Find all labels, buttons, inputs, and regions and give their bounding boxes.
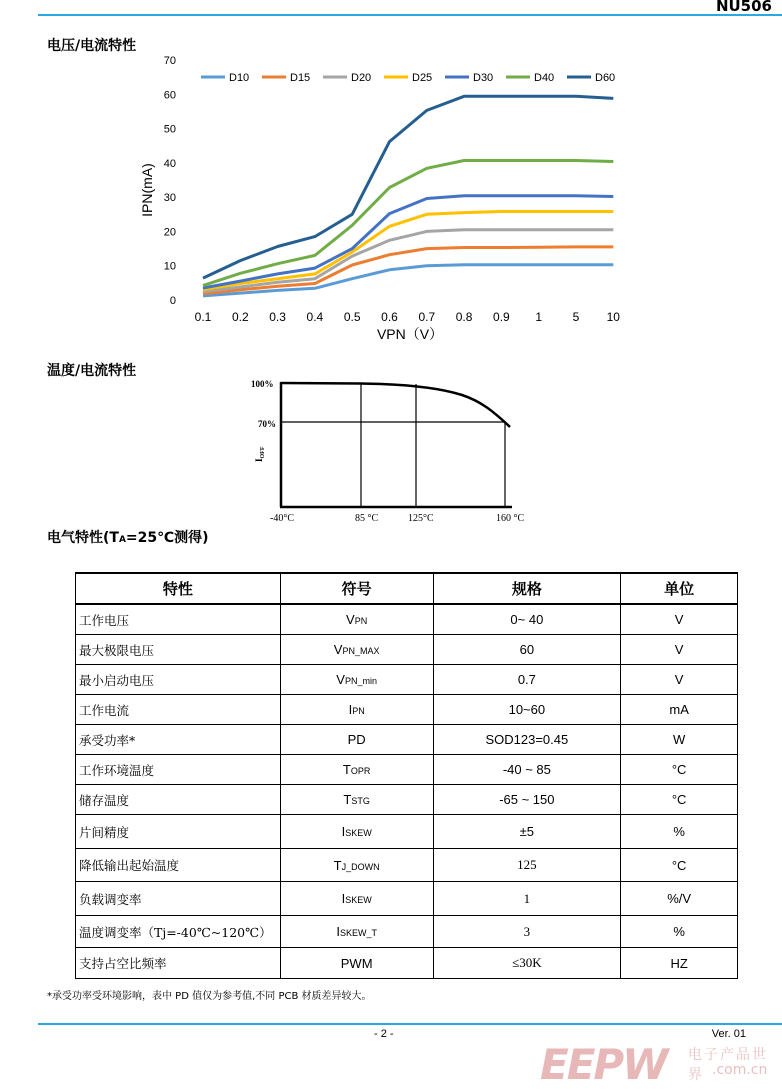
footer-rule [38, 1023, 782, 1025]
row-unit: °C [621, 785, 738, 815]
y-tick-label: 50 [163, 123, 176, 136]
table-row [76, 849, 738, 882]
y-tick-label: 0 [169, 295, 176, 307]
row-spec: -40 ~ 85 [433, 755, 621, 785]
row-name: 承受功率* [76, 725, 281, 755]
watermark-cn: 电子产品世界 [688, 1047, 768, 1083]
x-tick-label: 0.9 [493, 310, 510, 324]
row-name: 降低输出起始温度 [76, 849, 281, 882]
row-name: 工作电压 [76, 604, 281, 635]
y-tick-label: 70 [163, 55, 176, 67]
row-spec: ≤30K [433, 948, 621, 979]
row-symbol: TJ_DOWN [280, 849, 433, 882]
row-unit: °C [621, 849, 738, 882]
x-tick-label: 0.4 [306, 310, 324, 324]
legend-label-d20: D20 [351, 72, 372, 84]
row-name: 负载调变率 [76, 882, 281, 916]
row-spec: ±5 [433, 815, 621, 849]
row-spec: 3 [433, 916, 621, 948]
label-100: 100% [251, 379, 274, 389]
row-unit: °C [621, 755, 738, 785]
label-70: 70% [258, 419, 276, 429]
vi-section-title: 电压/电流特性 [47, 38, 137, 54]
x-label-0: -40°C [270, 513, 294, 524]
table-row [76, 695, 738, 725]
row-unit: V [621, 635, 738, 665]
table-row [76, 604, 738, 635]
row-unit: W [621, 725, 738, 755]
row-symbol: VPN_MAX [280, 635, 433, 665]
row-spec: SOD123=0.45 [433, 725, 621, 755]
table-row [76, 948, 738, 979]
row-symbol: TSTG [280, 785, 433, 815]
y-tick-label: 40 [163, 157, 176, 170]
table-row [76, 635, 738, 665]
series-line-d15 [203, 247, 613, 294]
table-row [76, 665, 738, 695]
derating-curve [281, 383, 510, 427]
x-tick-label: 10 [606, 310, 620, 324]
legend-label-d25: D25 [412, 72, 433, 84]
x-tick-label: 0.8 [455, 310, 473, 324]
vi-chart [0, 40, 782, 390]
row-name: 储存温度 [76, 785, 281, 815]
row-name: 温度调变率（Tj=-40℃~120℃） [76, 916, 281, 948]
row-symbol: IPN [280, 695, 433, 725]
row-spec: 125 [433, 849, 621, 882]
row-name: 片间精度 [76, 815, 281, 849]
table-row [76, 882, 738, 916]
row-unit: V [621, 665, 738, 695]
row-name: 最小启动电压 [76, 665, 281, 695]
y-tick-label: 20 [163, 226, 176, 239]
row-name: 工作环境温度 [76, 755, 281, 785]
row-symbol: PWM [280, 948, 433, 979]
legend-label-d40: D40 [534, 72, 555, 84]
row-unit: V [621, 604, 738, 635]
series-line-d30 [203, 196, 613, 288]
x-label-2: 125°C [408, 513, 434, 524]
x-tick-label: 0.5 [343, 310, 361, 324]
table-row [76, 785, 738, 815]
row-symbol: VPN_min [280, 665, 433, 695]
table-header-row [76, 573, 738, 604]
x-tick-label: 0.7 [418, 310, 436, 324]
derating-chart [0, 370, 782, 530]
header-symbol: 符号 [280, 573, 433, 604]
header-spec: 规格 [433, 573, 621, 604]
x-label-1: 85 °C [355, 513, 379, 524]
table-row [76, 815, 738, 849]
row-symbol: TOPR [280, 755, 433, 785]
spec-table [75, 572, 738, 979]
row-unit: %/V [621, 882, 738, 916]
svg-text:IOFF [254, 446, 266, 462]
row-symbol: ISKEW_T [280, 916, 433, 948]
temp-section-title: 温度/电流特性 [47, 363, 137, 379]
row-spec: 60 [433, 635, 621, 665]
page-number: - 2 - [374, 1028, 394, 1040]
watermark-logo: EEPW [540, 1040, 667, 1089]
x-tick-label: 0.6 [381, 310, 398, 324]
row-unit: HZ [621, 948, 738, 979]
header-rule [38, 14, 782, 16]
y-label-sub: OFF [260, 446, 266, 459]
y-tick-label: 60 [163, 89, 176, 102]
x-tick-label: 0.2 [231, 310, 249, 324]
x-tick-label: 0.1 [194, 310, 212, 324]
row-unit: % [621, 815, 738, 849]
row-unit: % [621, 916, 738, 948]
row-symbol: ISKEW [280, 815, 433, 849]
table-row [76, 916, 738, 948]
table-row [76, 725, 738, 755]
header-characteristic: 特性 [76, 573, 281, 604]
row-unit: mA [621, 695, 738, 725]
row-spec: -65 ~ 150 [433, 785, 621, 815]
row-symbol: VPN [280, 604, 433, 635]
y-label-main: I [254, 458, 264, 462]
legend-label-d60: D60 [595, 72, 616, 84]
row-symbol: PD [280, 725, 433, 755]
legend-label-d15: D15 [290, 72, 311, 84]
legend-label-d10: D10 [229, 72, 250, 84]
footnote: *承受功率受环境影响，表中 PD 值仅为参考值,不同 PCB 材质差异较大。 [47, 991, 372, 1002]
row-spec: 1 [433, 882, 621, 916]
x-tick-label: 5 [572, 310, 580, 324]
row-spec: 10~60 [433, 695, 621, 725]
table-row [76, 755, 738, 785]
spec-section-title: 电气特性(TA=25℃测得) [47, 530, 209, 546]
watermark-com: .com.cn [712, 1062, 768, 1078]
model-number: NU506 [715, 0, 772, 15]
x-tick-label: 1 [535, 310, 543, 324]
row-name: 支持占空比频率 [76, 948, 281, 979]
row-name: 最大极限电压 [76, 635, 281, 665]
legend-label-d30: D30 [473, 72, 494, 84]
x-axis-label: VPN（V） [376, 326, 444, 342]
row-symbol: ISKEW [280, 882, 433, 916]
y-tick-label: 30 [163, 192, 176, 205]
row-spec: 0~ 40 [433, 604, 621, 635]
row-name: 工作电流 [76, 695, 281, 725]
series-line-d20 [203, 230, 613, 292]
x-label-3: 160 °C [496, 513, 525, 524]
version: Ver. 01 [711, 1028, 746, 1040]
y-tick-label: 10 [163, 260, 176, 273]
x-tick-label: 0.3 [269, 310, 286, 324]
header-unit: 单位 [621, 573, 738, 604]
y-axis-label: IPN(mA) [139, 163, 155, 217]
row-spec: 0.7 [433, 665, 621, 695]
